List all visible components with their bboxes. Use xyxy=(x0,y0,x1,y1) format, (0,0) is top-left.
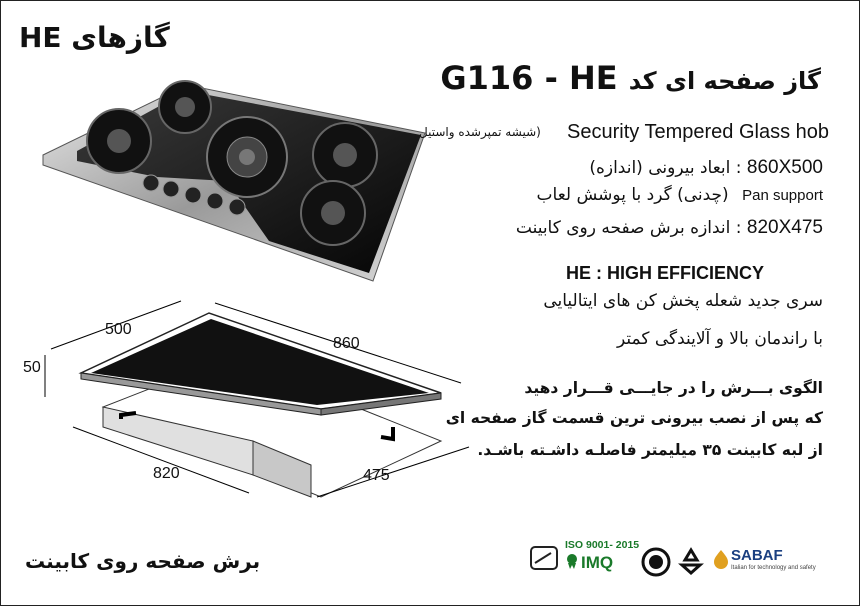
burner-rear-right xyxy=(313,123,377,187)
external-size-row xyxy=(589,157,823,179)
dim-height-label: 50 xyxy=(23,359,41,376)
certification-logos xyxy=(529,539,839,579)
burner-front-right xyxy=(301,181,365,245)
recycle-icon xyxy=(677,547,705,575)
model-prefix: گاز صفحه ای کد xyxy=(628,67,821,95)
install-note-line-2: که پس از نصب بیرونی ترین قسمت گاز صفحه ای xyxy=(445,409,823,427)
dim-depth-label: 500 xyxy=(105,321,132,338)
pan-support-row xyxy=(537,185,823,205)
brand-title: گازهای HE xyxy=(19,21,170,54)
burner-rear-center xyxy=(159,81,211,133)
efficiency-title: HE : HIGH EFFICIENCY xyxy=(566,263,765,283)
install-note-line-3: از لبه کابینت ۳۵ میلیمتر فاصلـه داشـته باشـد. xyxy=(477,441,823,459)
pan-support-fa: (چدنی) گرد با پوشش لعاب xyxy=(536,185,729,205)
model-title xyxy=(440,59,821,97)
efficiency-line-1: سری جدید شعله پخش کن های ایتالیایی xyxy=(543,291,823,311)
dim-cut-depth-label: 475 xyxy=(363,467,390,484)
cutout-size-value: 820X475 xyxy=(746,217,823,238)
sabaf-label: SABAF xyxy=(731,547,783,564)
product-name-fa: (شیشه تمپرشده واستیل xyxy=(419,125,541,139)
iso-label: ISO 9001- 2015 xyxy=(565,539,640,551)
iso-ribbon-icon xyxy=(565,553,579,569)
imq-label: IMQ xyxy=(581,553,614,572)
quality-seal-icon xyxy=(641,547,671,577)
sabaf-tagline: Italian for technology and safety xyxy=(731,565,816,571)
model-code: G116 - HE xyxy=(440,59,618,97)
pan-support-en: Pan support xyxy=(742,187,823,204)
burner-rear-left xyxy=(87,109,151,173)
hob-product-photo xyxy=(37,77,427,283)
dim-cut-width-label: 820 xyxy=(153,465,180,482)
sabaf-flame-icon xyxy=(713,549,729,569)
cutout-title: برش صفحه روی کابینت xyxy=(25,549,261,573)
burner-center-wok xyxy=(207,117,287,197)
efficiency-line-2: با راندمان بالا و آلایندگی کمتر xyxy=(616,329,823,349)
cutout-size-row xyxy=(516,217,823,239)
dimension-drawing xyxy=(21,297,491,513)
external-size-value: 860X500 xyxy=(746,157,823,178)
external-size-label: : ابعاد بیرونی (اندازه) xyxy=(589,158,742,178)
dim-width-label: 860 xyxy=(333,335,360,352)
cutout-size-label: : اندازه برش صفحه روی کابینت xyxy=(515,218,742,238)
product-name-en: Security Tempered Glass hob xyxy=(567,121,829,143)
install-note-line-1: الگوی بـــرش را در جایـــی قـــرار دهید xyxy=(524,379,823,397)
gas-appliance-mark-icon xyxy=(529,545,559,571)
